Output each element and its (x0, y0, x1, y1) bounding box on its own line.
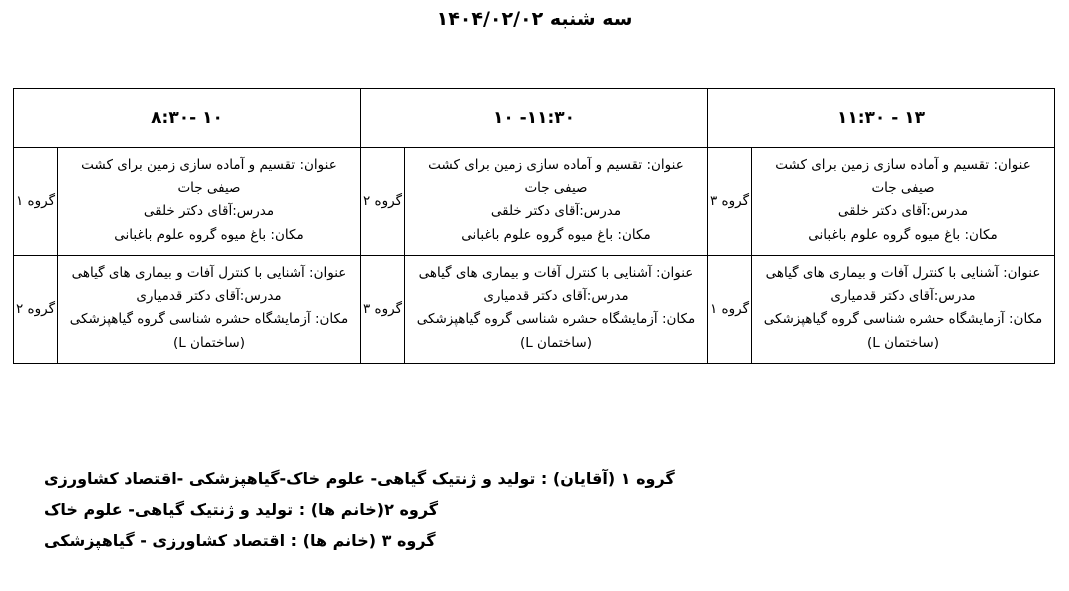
session-place: مکان: آزمایشگاه حشره شناسی گروه گیاهپزشکی (ساختمان L) (69, 311, 349, 351)
session-cell (404, 148, 707, 256)
session-teacher: مدرس:آقای دکتر خلقی (490, 203, 622, 220)
session-teacher: مدرس:آقای دکتر قدمیاری (483, 288, 629, 305)
table-row (13, 148, 1054, 256)
table-row (13, 255, 1054, 363)
group-label: گروه (374, 192, 402, 209)
session-place: مکان: آزمایشگاه حشره شناسی گروه گیاهپزشکی (ساختمان L) (763, 311, 1043, 351)
group-label: گروه (27, 300, 55, 317)
group-label: گروه (721, 192, 749, 209)
session-place: مکان: باغ میوه گروه علوم باغبانی (461, 226, 651, 243)
schedule-container (0, 88, 1069, 364)
legend (14, 463, 1055, 557)
session-cell (57, 148, 360, 256)
group-cell (707, 148, 751, 256)
group-cell (360, 255, 404, 363)
session-teacher: مدرس:آقای دکتر قدمیاری (830, 288, 976, 305)
group-number: ۱ (709, 300, 718, 317)
session-cell (752, 148, 1055, 256)
group-label: گروه (721, 300, 749, 317)
session-place: مکان: باغ میوه گروه علوم باغبانی (114, 226, 304, 243)
schedule-table (13, 88, 1055, 364)
group-number: ۱ (15, 192, 24, 209)
session-teacher: مدرس:آقای دکتر خلقی (837, 203, 969, 220)
group-cell (360, 148, 404, 256)
session-place: مکان: آزمایشگاه حشره شناسی گروه گیاهپزشکی (ساختمان L) (416, 311, 696, 351)
group-number: ۲ (362, 192, 371, 209)
session-title: عنوان: آشنایی با کنترل آفات و بیماری های گیاهی (418, 264, 694, 281)
table-header-row (13, 89, 1054, 148)
legend-line: گروه ۱ (آقایان) : تولید و ژنتیک گیاهی- علوم خاک-گیاهپزشکی -اقتصاد کشاورزی (44, 469, 675, 488)
session-cell (404, 255, 707, 363)
session-teacher: مدرس:آقای دکتر خلقی (143, 203, 275, 220)
group-number: ۳ (709, 192, 718, 209)
time-header-cell: ۱۱:۳۰- ۱۰ (360, 89, 707, 148)
legend-line: گروه ۳ (خانم ها) : اقتصاد کشاورزی - گیاهپزشکی (44, 531, 436, 551)
session-cell (57, 255, 360, 363)
session-title: عنوان: تقسیم و آماده سازی زمین برای کشت صیفی جات (81, 157, 337, 197)
legend-line: گروه ۲(خانم ها) : تولید و ژنتیک گیاهی- علوم خاک (44, 500, 439, 520)
group-cell (13, 255, 57, 363)
group-number: ۲ (15, 300, 24, 317)
session-place: مکان: باغ میوه گروه علوم باغبانی (808, 226, 998, 243)
page-title: سه شنبه ۱۴۰۴/۰۲/۰۲ (436, 8, 633, 30)
session-title: عنوان: تقسیم و آماده سازی زمین برای کشت صیفی جات (428, 157, 684, 197)
session-title: عنوان: تقسیم و آماده سازی زمین برای کشت صیفی جات (775, 157, 1031, 197)
group-cell (707, 255, 751, 363)
time-header-cell: ۱۰ -۸:۳۰ (13, 89, 360, 148)
group-label: گروه (374, 300, 402, 317)
group-cell (13, 148, 57, 256)
group-label: گروه (27, 192, 55, 209)
session-title: عنوان: آشنایی با کنترل آفات و بیماری های گیاهی (71, 264, 347, 281)
group-number: ۳ (362, 300, 371, 317)
session-cell (752, 255, 1055, 363)
time-header-cell: ۱۳ - ۱۱:۳۰ (707, 89, 1054, 148)
session-title: عنوان: آشنایی با کنترل آفات و بیماری های گیاهی (765, 264, 1041, 281)
session-teacher: مدرس:آقای دکتر قدمیاری (136, 288, 282, 305)
